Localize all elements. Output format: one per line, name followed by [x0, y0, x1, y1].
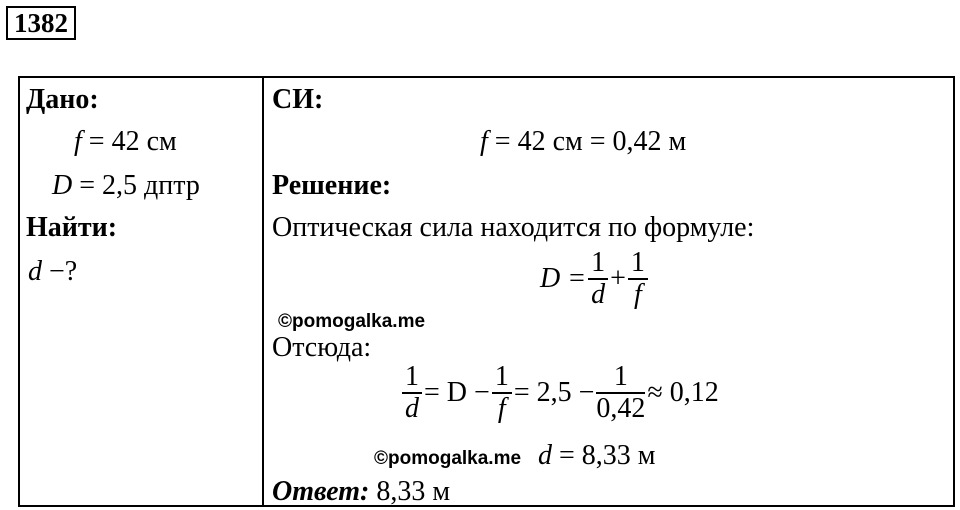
fraction-1-over-d-lhs: $\frac{1}{d}$ — [402, 362, 422, 424]
answer-value: 8,33 м — [376, 476, 451, 507]
solution-intro: Оптическая сила находится по формуле: — [272, 212, 755, 243]
si-heading: СИ: — [272, 84, 324, 115]
si-conversion: f = 42 см = 0,42 м — [480, 126, 687, 157]
find-d: d −? — [28, 256, 78, 287]
fraction-1-over-d: $\frac{1}{d}$ — [588, 248, 608, 310]
given-D: D = 2,5 дптр — [52, 170, 200, 201]
hence-label: Отсюда: — [272, 332, 372, 363]
answer-line — [272, 476, 450, 508]
fraction-1-over-f: $\frac{1}{f}$ — [628, 248, 648, 310]
fraction-1-over-042: $\frac{1}{0,42}$ — [596, 361, 646, 424]
solution-table — [18, 76, 955, 507]
given-f: f = 42 см — [74, 126, 177, 157]
formula-1-over-d: $\frac{1}{d}$ = D − $\frac{1}{f}$ = 2,5 − $\frac{1}{0,42}$ ≈ 0,12 — [400, 362, 719, 424]
given-heading: Дано: — [26, 84, 99, 115]
problem-number: 1382 — [6, 6, 76, 40]
watermark: ©pomogalka.me — [278, 311, 426, 332]
find-heading: Найти: — [26, 212, 118, 243]
column-divider — [262, 78, 264, 505]
formula-lens: D = $\frac{1}{d}$ + $\frac{1}{f}$ — [540, 248, 650, 310]
answer-label: Ответ: — [272, 476, 370, 507]
fraction-1-over-f-rhs: $\frac{1}{f}$ — [492, 362, 512, 424]
watermark: ©pomogalka.me — [374, 448, 522, 469]
solution-heading: Решение: — [272, 170, 392, 201]
d-result: d = 8,33 м — [538, 440, 656, 471]
